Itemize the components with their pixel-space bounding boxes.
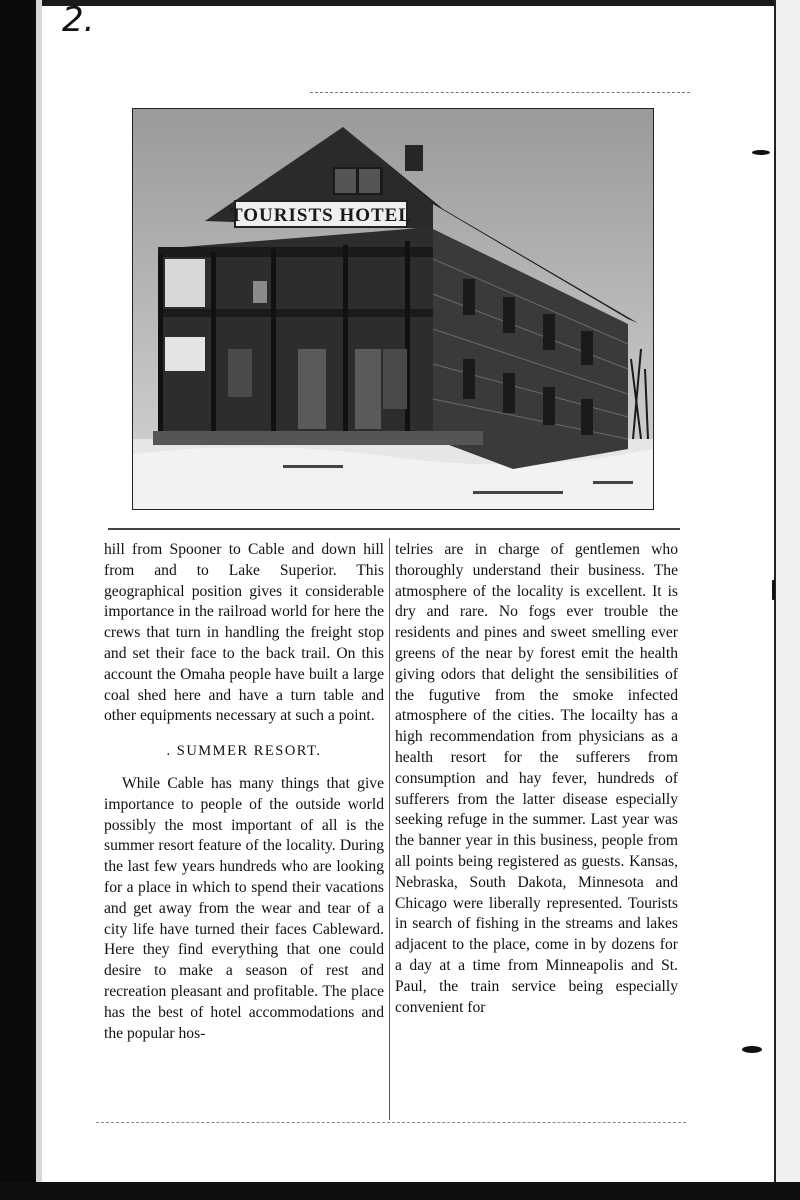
scan-edge-top <box>0 0 800 6</box>
column-divider <box>389 538 390 1120</box>
page-number: 2. <box>62 0 95 40</box>
article-left-column <box>104 540 384 1044</box>
photo-separator-rule <box>108 528 680 530</box>
article-right-column <box>395 540 678 1018</box>
scan-edge-left <box>0 0 36 1200</box>
right-paragraph-1: telries are in charge of gentlemen who thoroughly understand their business. The atmosphere of the locality is excellent. It is dry and rare. No fogs ever trouble the residents and pines and sweet smelling ever greens of the near by forest emit the health giving odors that delight the sensibilities of the fugutive from the smoke infected atmosphere of the cities. The locailty has a high recommendation from physicians as a health resort for the sufferers from consumption and hay fever, hundreds of sufferers from the latter disease especially seeking refuge in the summer. Last year was the banner year in this business, people from all points being registered as guests. Kansas, Nebraska, South Dakota, Minnesota and Chicago were liberally represented. Tourists in search of fishing in the streams and lakes adjacent to the place, come in by dozens for a day at a time from Minneapolis and St. Paul, the train service being especially convenient for <box>395 541 678 1016</box>
scan-edge-bottom <box>0 1182 800 1200</box>
ink-mark <box>772 580 775 600</box>
left-paragraph-1: hill from Spooner to Cable and down hill from and to Lake Superior. This geographical position gives it considerable importance in the railroad world for here the crews that turn in handling the freight stop and set their face to the back trail. On this account the Omaha people have built a large coal shed here and have a turn table and other equipments necessary at such a point. <box>104 541 384 725</box>
clipping-edge-bottom <box>96 1122 686 1123</box>
scan-edge-right <box>774 0 800 1200</box>
ink-mark <box>742 1046 762 1053</box>
clipping-edge-top <box>310 92 690 93</box>
hotel-sign-text: TOURISTS HOTEL <box>229 205 413 226</box>
hotel-photo <box>132 108 654 510</box>
section-heading-summer-resort: . SUMMER RESORT. <box>166 743 322 760</box>
scan-edge-left-inner <box>36 0 42 1200</box>
ink-mark <box>752 150 770 155</box>
left-paragraph-2: While Cable has many things that give importance to people of the outside world possibly the most important of all is the summer resort feature of the locality. During the last few years hundreds who are looking for a place in which to spend their vacations and get away from the wear and tear of a city life have turned their faces Cableward. Here they find everything that one could desire to make a season of rest and recreation pleasant and profitable. The place has the best of hotel accommodations and the popular hos- <box>104 774 384 1042</box>
